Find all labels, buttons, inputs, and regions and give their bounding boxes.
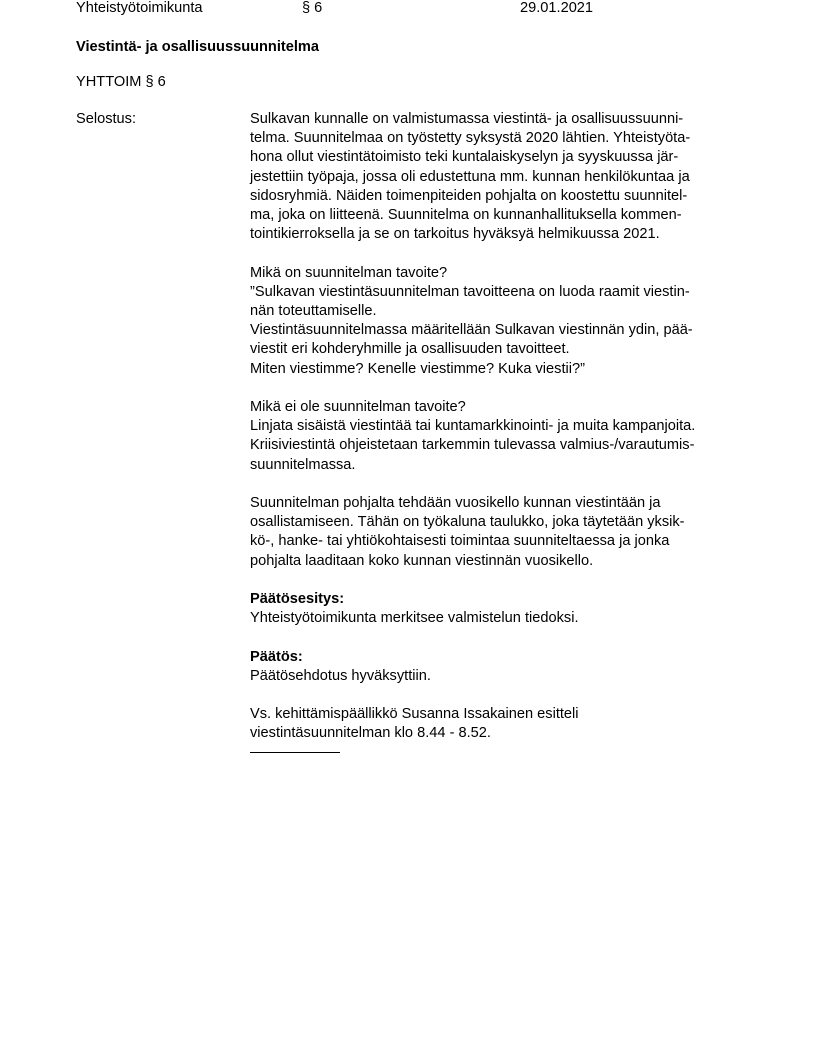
main-content xyxy=(250,110,742,753)
decision xyxy=(250,648,742,686)
text-line: Miten viestimme? Kenelle viestimme? Kuka viestii?” xyxy=(250,360,585,377)
text-line: pohjalta laaditaan koko kunnan viestinnän vuosikello. xyxy=(250,552,594,569)
text-line: kö-, hanke- tai yhtiökohtaisesti toimintaa suunniteltaessa ja jonka xyxy=(250,533,670,550)
text-line: hona ollut viestintätoimisto teki kuntalaiskyselyn ja syyskuussa jär- xyxy=(250,149,679,166)
text-line: jestettiin työpaja, jossa oli edustettuna mm. kunnan henkilökuntaa ja xyxy=(250,168,690,185)
text-line: viestit eri kohderyhmille ja osallisuuden tavoitteet. xyxy=(250,341,570,358)
paragraph-non-goals xyxy=(250,398,742,475)
header-date: 29.01.2021 xyxy=(520,0,594,16)
text-line: suunnitelmassa. xyxy=(250,456,356,473)
paragraph-annual-clock xyxy=(250,494,742,571)
text-line: Sulkavan kunnalle on valmistumassa viestintä- ja osallisuussuunni- xyxy=(250,111,684,127)
text-line: osallistamiseen. Tähän on työkaluna taulukko, joka täytetään yksik- xyxy=(250,514,685,531)
text-line: Mikä on suunnitelman tavoite? xyxy=(250,264,448,281)
paragraph-goals xyxy=(250,264,742,379)
text-line: Suunnitelman pohjalta tehdään vuosikello kunnan viestintään ja xyxy=(250,495,661,512)
header-section-number: § 6 xyxy=(302,0,323,16)
closing-rule xyxy=(250,752,340,753)
proposal-heading: Päätösesitys: xyxy=(250,591,345,608)
header-organization: Yhteistyötoimikunta xyxy=(76,0,203,16)
text-line: Vs. kehittämispäällikkö Susanna Issakainen esitteli xyxy=(250,706,579,723)
decision-text: Päätösehdotus hyväksyttiin. xyxy=(250,667,431,684)
decision-heading: Päätös: xyxy=(250,648,303,665)
text-line: tointikierroksella ja se on tarkoitus hyväksyä helmikuussa 2021. xyxy=(250,226,660,243)
text-line: Mikä ei ole suunnitelman tavoite? xyxy=(250,399,466,416)
text-line: viestintäsuunnitelman klo 8.44 - 8.52. xyxy=(250,725,491,742)
proposal-text: Yhteistyötoimikunta merkitsee valmistelun tiedoksi. xyxy=(250,610,579,627)
document-title: Viestintä- ja osallisuussuunnitelma xyxy=(76,39,320,55)
section-reference: YHTTOIM § 6 xyxy=(76,74,166,90)
text-line: sidosryhmiä. Näiden toimenpiteiden pohjalta on koostettu suunnitel- xyxy=(250,187,688,204)
selostus-label: Selostus: xyxy=(76,111,137,127)
text-line: ma, joka on liitteenä. Suunnitelma on kunnanhallituksella kommen- xyxy=(250,207,682,224)
text-line: Viestintäsuunnitelmassa määritellään Sulkavan viestinnän ydin, pää- xyxy=(250,322,693,339)
text-line: ”Sulkavan viestintäsuunnitelman tavoitteena on luoda raamit viestin- xyxy=(250,283,690,300)
text-line: telma. Suunnitelmaa on työstetty syksystä 2020 lähtien. Yhteistyöta- xyxy=(250,130,691,147)
paragraph-background xyxy=(250,110,742,244)
text-line: Kriisiviestintä ohjeistetaan tarkemmin tulevassa valmius-/varautumis- xyxy=(250,437,695,454)
text-line: Linjata sisäistä viestintää tai kuntamarkkinointi- ja muita kampanjoita. xyxy=(250,418,696,435)
decision-proposal xyxy=(250,590,742,628)
text-line: nän toteuttamiselle. xyxy=(250,303,377,320)
presenter-note xyxy=(250,705,742,743)
